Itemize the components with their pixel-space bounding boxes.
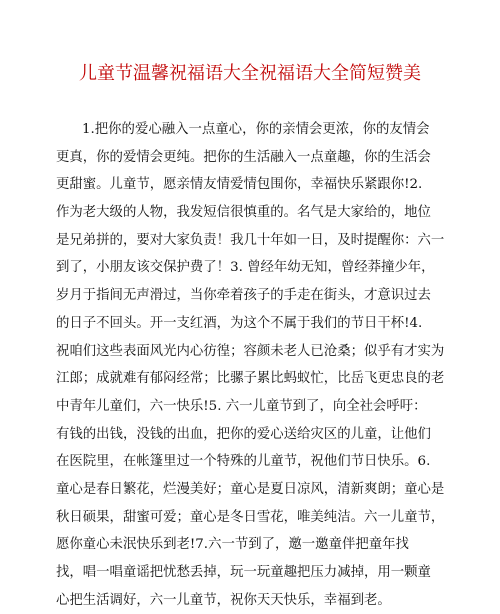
- body-line: 在医院里，在帐篷里过一个特殊的儿童节，祝他们节日快乐。6.: [56, 454, 431, 470]
- body-line: 心把生活调好，六一儿童节，祝你天天快乐，幸福到老。: [56, 592, 391, 608]
- body-line: 作为老大级的人物，我发短信很慎重的。名气是大家给的，地位: [56, 205, 431, 221]
- body-line: 有钱的出钱，没钱的出血，把你的爱心送给灾区的儿童，让他们: [56, 426, 431, 442]
- body-line: 江郎；成就难有郁闷经常；比骡子累比蚂蚁忙，比岳飞更忠良的老: [56, 371, 445, 387]
- document-body: [56, 116, 456, 614]
- body-line: 祝咱们这些表面风光内心彷徨；容颜未老人已沧桑；似乎有才实为: [56, 343, 445, 359]
- body-line: 1.把你的爱心融入一点童心，你的亲情会更浓，你的友情会: [82, 122, 430, 137]
- body-line: 是兄弟拼的，要对大家负责！我几十年如一日，及时提醒你：六一: [56, 232, 445, 248]
- body-line: 愿你童心未泯快乐到老!7.六一节到了，邀一邀童伴把童年找: [56, 537, 409, 553]
- document-title: 儿童节温馨祝福语大全祝福语大全简短赞美: [79, 63, 421, 84]
- body-line: 童心是春日繁花，烂漫美好；童心是夏日凉风，清新爽朗；童心是: [56, 481, 445, 497]
- body-line: 到了，小朋友该交保护费了！3. 曾经年幼无知，曾经莽撞少年，: [56, 260, 435, 276]
- body-line: 更甜蜜。儿童节，愿亲情友情爱情包围你，幸福快乐紧跟你!2.: [56, 177, 423, 193]
- body-line: 更真，你的爱情会更纯。把你的生活融入一点童趣，你的生活会: [56, 149, 431, 165]
- body-line: 秋日硕果，甜蜜可爱；童心是冬日雪花，唯美纯洁。六一儿童节，: [56, 509, 445, 525]
- body-line: 的日子不回头。开一支红酒，为这个不属于我们的节日干杯!4.: [56, 315, 423, 331]
- body-line: 岁月于指间无声滑过，当你牵着孩子的手走在街头，才意识过去: [56, 288, 431, 304]
- body-line: 找，唱一唱童谣把忧愁丢掉，玩一玩童趣把压力减掉，用一颗童: [56, 565, 431, 580]
- body-line: 中青年儿童们，六一快乐!5. 六一儿童节到了，向全社会呼吁：: [56, 398, 427, 414]
